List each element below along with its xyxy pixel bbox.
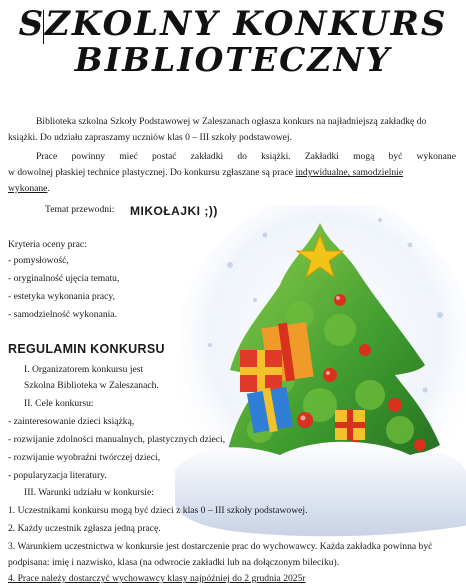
criteria-item: - oryginalność ujęcia tematu, bbox=[8, 273, 120, 284]
gift-red-icon bbox=[240, 350, 282, 392]
intro-p1-line2: książki. Do udziału zapraszamy uczniów klas 0 – III szkoły podstawowej. bbox=[8, 132, 292, 143]
rule-item: 3. Warunkiem uczestnictwa w konkursie jest dostarczenie prac do wychowawcy. Każda zakładka powinna być bbox=[8, 541, 433, 552]
gift-blue-icon bbox=[247, 387, 293, 433]
criteria-item: - samodzielność wykonania. bbox=[8, 309, 117, 320]
regulamin-heading: REGULAMIN KONKURSU bbox=[8, 342, 165, 356]
goal-item: - rozwijanie wyobraźni twórczej dzieci, bbox=[8, 452, 161, 463]
title-line-1: SZKOLNY KONKURS bbox=[18, 4, 448, 44]
criteria-item: - pomysłowość, bbox=[8, 255, 69, 266]
rule-item: 2. Każdy uczestnik zgłasza jedną pracę. bbox=[8, 523, 161, 534]
goal-item: - popularyzacja literatury. bbox=[8, 470, 107, 481]
intro-underlined-individual: indywidualne, samodzielnie bbox=[295, 167, 404, 178]
rule-item: podpisana: imię i nazwisko, klasa (na odwrocie zakładki lub na dołączonym bileciku). bbox=[8, 557, 340, 568]
intro-p1-line1: Biblioteka szkolna Szkoły Podstawowej w Zaleszanach ogłasza konkurs na najładniejszą zakładkę do bbox=[36, 116, 427, 127]
title-line-2: BIBLIOTECZNY bbox=[74, 40, 392, 79]
criteria-heading: Kryteria oceny prac: bbox=[8, 239, 87, 250]
intro-p2-line3: wykonane. bbox=[8, 183, 50, 194]
intro-underlined-made: wykonane bbox=[8, 183, 48, 194]
regulamin-section-1-cont: Szkolna Biblioteka w Zaleszanach. bbox=[24, 380, 159, 391]
intro-p2-line2-text: w dowolnej płaskiej technice plastycznej. Do konkursu zgłaszane są prace bbox=[8, 167, 296, 178]
snow-pile bbox=[175, 442, 466, 536]
rule-item: 1. Uczestnikami konkursu mogą być dzieci z klas 0 – III szkoły podstawowej. bbox=[8, 505, 308, 516]
theme-value: MIKOŁAJKI ;)) bbox=[130, 204, 218, 218]
regulamin-section-3: III. Warunki udziału w konkursie: bbox=[24, 487, 154, 498]
rule-item-deadline: 4. Prace należy dostarczyć wychowawcy klasy najpóźniej do 2 grudnia 2025r bbox=[8, 573, 306, 584]
goal-item: - rozwijanie zdolności manualnych, plastycznych dzieci, bbox=[8, 434, 226, 445]
goal-item: - zainteresowanie dzieci książką, bbox=[8, 416, 135, 427]
intro-p2-line2 bbox=[8, 165, 403, 181]
gift-yellow-icon bbox=[335, 410, 365, 440]
regulamin-section-1: I. Organizatorem konkursu jest bbox=[24, 364, 144, 375]
intro-p2-line1: Prace powinny mieć postać zakładki do książki. Zakładki mogą być wykonane bbox=[36, 151, 456, 162]
theme-label: Temat przewodni: bbox=[45, 204, 115, 215]
regulamin-section-2: II. Cele konkursu: bbox=[24, 398, 94, 409]
criteria-item: - estetyka wykonania pracy, bbox=[8, 291, 115, 302]
